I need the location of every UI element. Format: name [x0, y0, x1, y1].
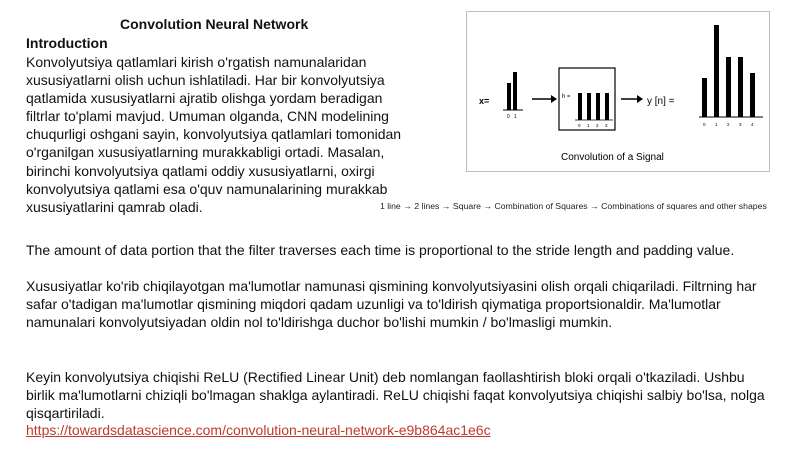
- arrow-2-head: [637, 95, 643, 103]
- h-tick-2: 2: [596, 123, 599, 128]
- section-heading: Introduction: [26, 35, 108, 51]
- feature-progression-caption: 1 line → 2 lines → Square → Combination of Squares → Combinations of squares and other shapes: [380, 201, 767, 211]
- y-bar-3: [738, 57, 743, 117]
- x-tick-1: 1: [514, 114, 517, 120]
- x-bar-1: [513, 72, 517, 110]
- figure-caption: Convolution of a Signal: [561, 152, 664, 163]
- y-tick-3: 3: [739, 122, 742, 127]
- y-label: y [n] =: [647, 96, 675, 107]
- h-tick-1: 1: [587, 123, 590, 128]
- h-bar-2: [596, 93, 600, 120]
- feature-extraction-paragraph: Xususiyatlar ko'rib chiqilayotgan ma'lumotlar namunasi qismining konvolyutsiyasini olish orqali chiqariladi. Filtrning har safar o'tadigan ma'lumotlar qismining miqdori qadam uzunligi va to'ldirish qiymatiga proportsionaldir. Ma'lumotlar namunalari konvolyutsiyadan oldin nol to'ldirishga duchor bo'lishi mumkin / bo'lmasligi mumkin.: [26, 278, 757, 330]
- h-bar-1: [587, 93, 591, 120]
- h-bar-3: [605, 93, 609, 120]
- y-bar-0: [702, 78, 707, 117]
- y-tick-1: 1: [715, 122, 718, 127]
- y-tick-0: 0: [703, 122, 706, 127]
- arrow-1-head: [551, 95, 557, 103]
- source-link[interactable]: https://towardsdatascience.com/convolution-neural-network-e9b864ac1e6c: [26, 422, 491, 438]
- y-bar-2: [726, 57, 731, 117]
- h-label: h =: [562, 94, 571, 100]
- relu-paragraph: Keyin konvolyutsiya chiqishi ReLU (Rectified Linear Unit) deb nomlangan faollashtirish bloki orqali o'tkaziladi. Ushbu birlik ma'lumotlarni chiziqli bo'lmagan shaklga aylantiradi. ReLU chiqishi faqat konvolyutsiya chiqishi salbiy bo'lsa, nolga qisqartiriladi.: [26, 369, 765, 421]
- h-tick-3: 3: [605, 123, 608, 128]
- y-bar-1: [714, 25, 719, 117]
- x-tick-0: 0: [507, 114, 510, 120]
- y-bar-4: [750, 73, 755, 117]
- intro-paragraph: Konvolyutsiya qatlamlari kirish o'rgatish namunalaridan xususiyatlarni olish uchun ishlatiladi. Har bir konvolyutsiya qatlamida xususiyatlarni ajratib olishga yordam beradigan filtrlar to'plami mavjud. Umuman olganda, CNN modelining chuqurligi oshgani sayin, konvolyutsiya qatlamlari tomonidan o'rganilgan xususiyatlarning murakkabligi ortadi. Masalan, birinchi konvolyutsiya qatlami oddiy xususiyatlarni, oxirgi konvolyutsiya qatlami esa o'quv namunalarining murakkab xususiyatlarini qamrab oladi.: [26, 54, 402, 215]
- h-tick-0: 0: [578, 123, 581, 128]
- convolution-figure: [466, 11, 770, 172]
- x-label: x=: [479, 96, 490, 106]
- y-tick-4: 4: [751, 122, 754, 127]
- stride-paragraph-en: The amount of data portion that the filter traverses each time is proportional to the stride length and padding value.: [26, 242, 735, 258]
- y-tick-2: 2: [727, 122, 730, 127]
- page-title: Convolution Neural Network: [120, 16, 309, 32]
- convolution-diagram: [467, 12, 771, 173]
- x-bar-0: [507, 83, 511, 110]
- h-bar-0: [578, 93, 582, 120]
